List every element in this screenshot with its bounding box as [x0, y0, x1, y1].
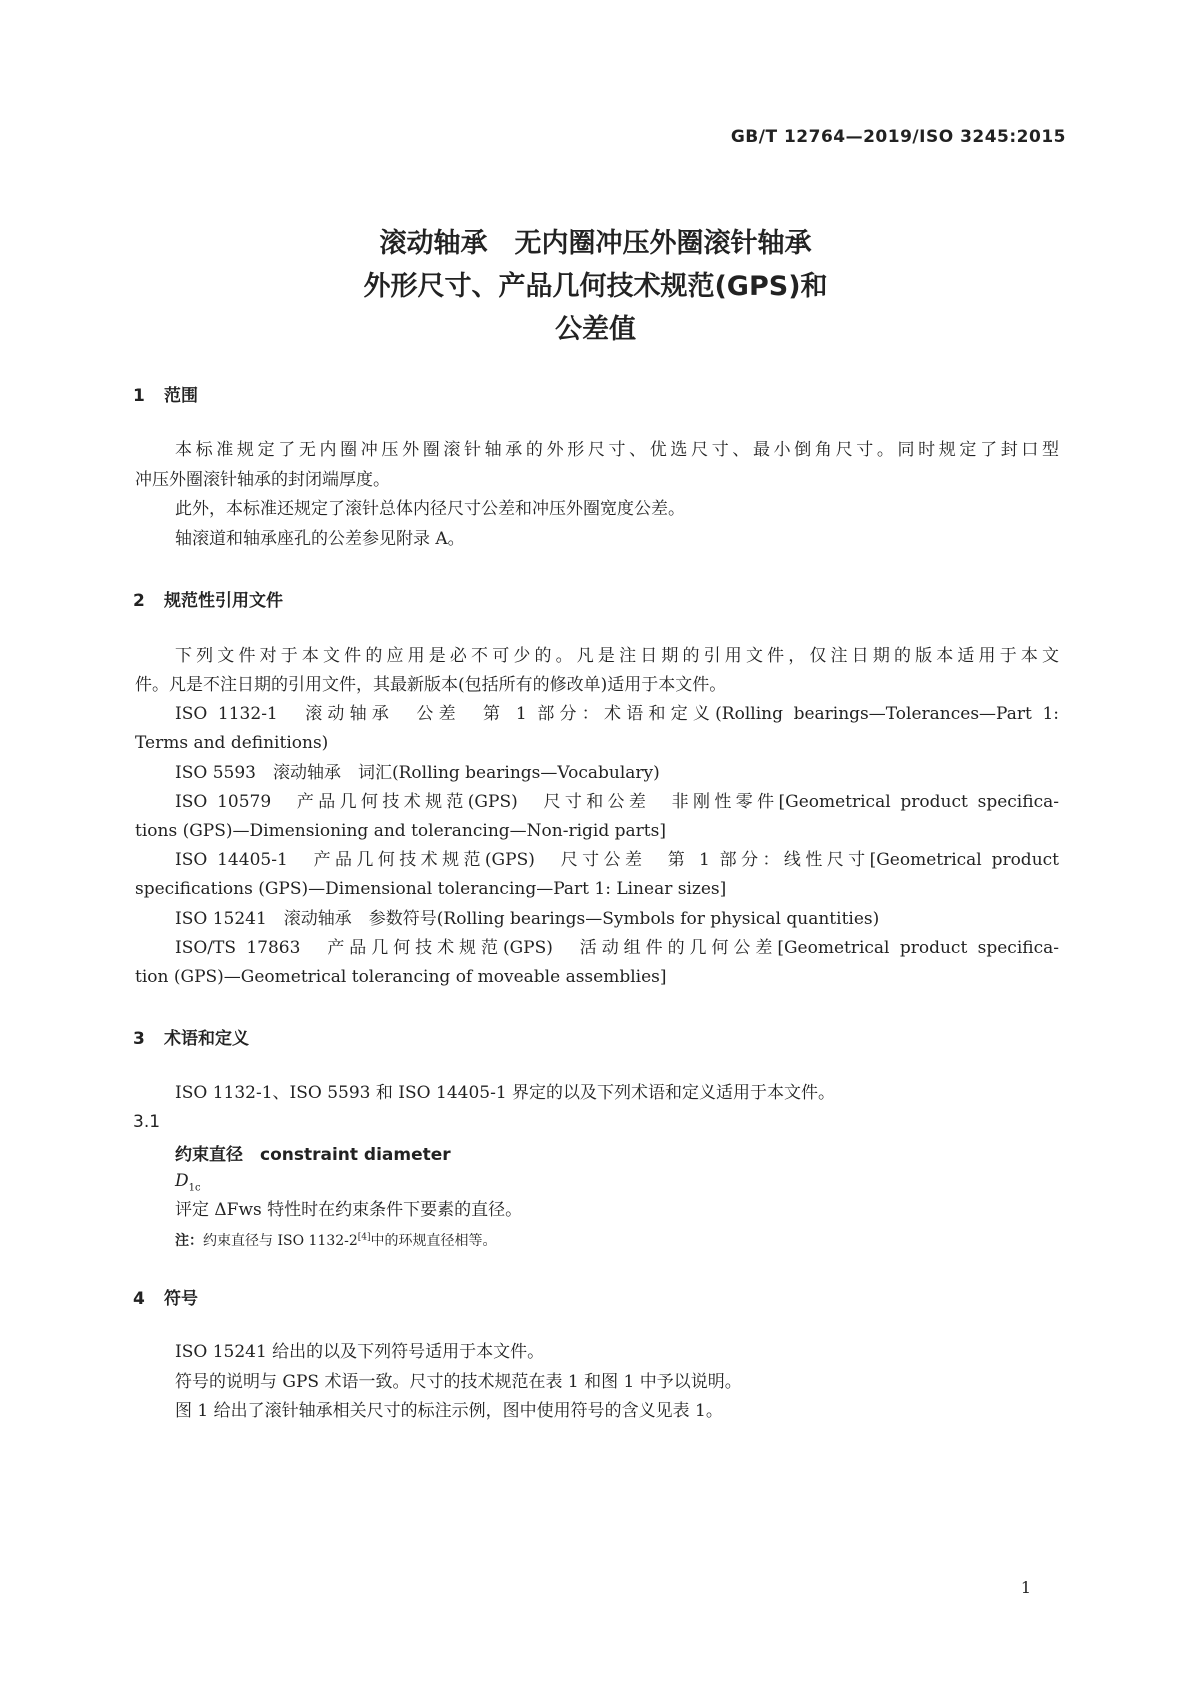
term-heading — [175, 1140, 451, 1165]
term-chinese: 约束直径 — [175, 1145, 243, 1165]
reference-line: ISO/TS 17863 产品几何技术规范(GPS) 活动组件的几何公差[Geometrical product specifica- — [175, 938, 1059, 958]
note-text: 约束直径与 ISO 1132-2 — [203, 1233, 358, 1249]
paragraph: ISO 1132-1、ISO 5593 和 ISO 14405-1 界定的以及下列术语和定义适用于本文件。 — [175, 1083, 836, 1103]
note-text: 中的环规直径相等。 — [370, 1233, 497, 1249]
term-note — [175, 1230, 497, 1250]
paragraph: 轴滚道和轴承座孔的公差参见附录 A。 — [175, 529, 465, 549]
paragraph: 此外，本标准还规定了滚针总体内径尺寸公差和冲压外圈宽度公差。 — [175, 499, 685, 519]
document-title — [0, 222, 1191, 351]
title-line: 外形尺寸、产品几何技术规范(GPS)和 — [363, 271, 828, 302]
paragraph: 符号的说明与 GPS 术语一致。尺寸的技术规范在表 1 和图 1 中予以说明。 — [175, 1372, 742, 1392]
section-heading-terms — [133, 1024, 249, 1049]
reference-line: tion (GPS)—Geometrical tolerancing of moveable assemblies] — [135, 967, 667, 987]
paragraph: ISO 15241 给出的以及下列符号适用于本文件。 — [175, 1342, 545, 1362]
term-english: constraint diameter — [260, 1145, 451, 1165]
section-title: 规范性引用文件 — [164, 591, 283, 611]
paragraph-line: 本标准规定了无内圈冲压外圈滚针轴承的外形尺寸、优选尺寸、最小倒角尺寸。同时规定了封口型 — [175, 440, 1059, 460]
standard-code: GB/T 12764—2019/ISO 3245:2015 — [730, 127, 1066, 147]
paragraph-line: 件。凡是不注日期的引用文件，其最新版本(包括所有的修改单)适用于本文件。 — [135, 675, 727, 695]
reference-line: Terms and definitions) — [135, 733, 329, 753]
reference-line: ISO 5593 滚动轴承 词汇(Rolling bearings—Vocabulary) — [175, 763, 660, 783]
reference-line: ISO 10579 产品几何技术规范(GPS) 尺寸和公差 非刚性零件[Geometrical product specifica- — [175, 792, 1059, 812]
title-line: 公差值 — [555, 314, 636, 345]
term-definition: 评定 ΔFws 特性时在约束条件下要素的直径。 — [175, 1200, 523, 1220]
term-number: 3.1 — [133, 1112, 161, 1132]
section-number: 3 — [133, 1029, 145, 1049]
note-label: 注： — [175, 1233, 203, 1249]
section-heading-scope — [133, 381, 198, 406]
section-number: 4 — [133, 1289, 145, 1309]
section-heading-symbols — [133, 1284, 198, 1309]
reference-line: ISO 15241 滚动轴承 参数符号(Rolling bearings—Symbols for physical quantities) — [175, 909, 880, 929]
section-number: 2 — [133, 591, 145, 611]
paragraph-line: 下列文件对于本文件的应用是必不可少的。凡是注日期的引用文件，仅注日期的版本适用于本文 — [175, 646, 1059, 666]
title-line: 滚动轴承 无内圈冲压外圈滚针轴承 — [379, 228, 812, 259]
reference-line: ISO 14405-1 产品几何技术规范(GPS) 尺寸公差 第 1 部分：线性尺寸[Geometrical product — [175, 850, 1059, 870]
reference-line: specifications (GPS)—Dimensional tolerancing—Part 1: Linear sizes] — [135, 879, 727, 899]
symbol-subscript: 1c — [188, 1182, 201, 1194]
note-reference: [4] — [357, 1232, 371, 1243]
paragraph: 图 1 给出了滚针轴承相关尺寸的标注示例，图中使用符号的含义见表 1。 — [175, 1401, 723, 1421]
section-number: 1 — [133, 386, 145, 406]
section-title: 术语和定义 — [164, 1029, 249, 1049]
page-number: 1 — [1020, 1578, 1031, 1597]
paragraph-line: 冲压外圈滚针轴承的封闭端厚度。 — [135, 470, 390, 490]
section-title: 符号 — [164, 1289, 198, 1309]
reference-line: ISO 1132-1 滚动轴承 公差 第 1 部分：术语和定义(Rolling bearings—Tolerances—Part 1: — [175, 704, 1059, 724]
section-heading-normative-references — [133, 586, 283, 611]
symbol-main: D — [175, 1171, 189, 1191]
reference-line: tions (GPS)—Dimensioning and tolerancing—Non-rigid parts] — [135, 821, 666, 841]
section-title: 范围 — [164, 386, 198, 406]
